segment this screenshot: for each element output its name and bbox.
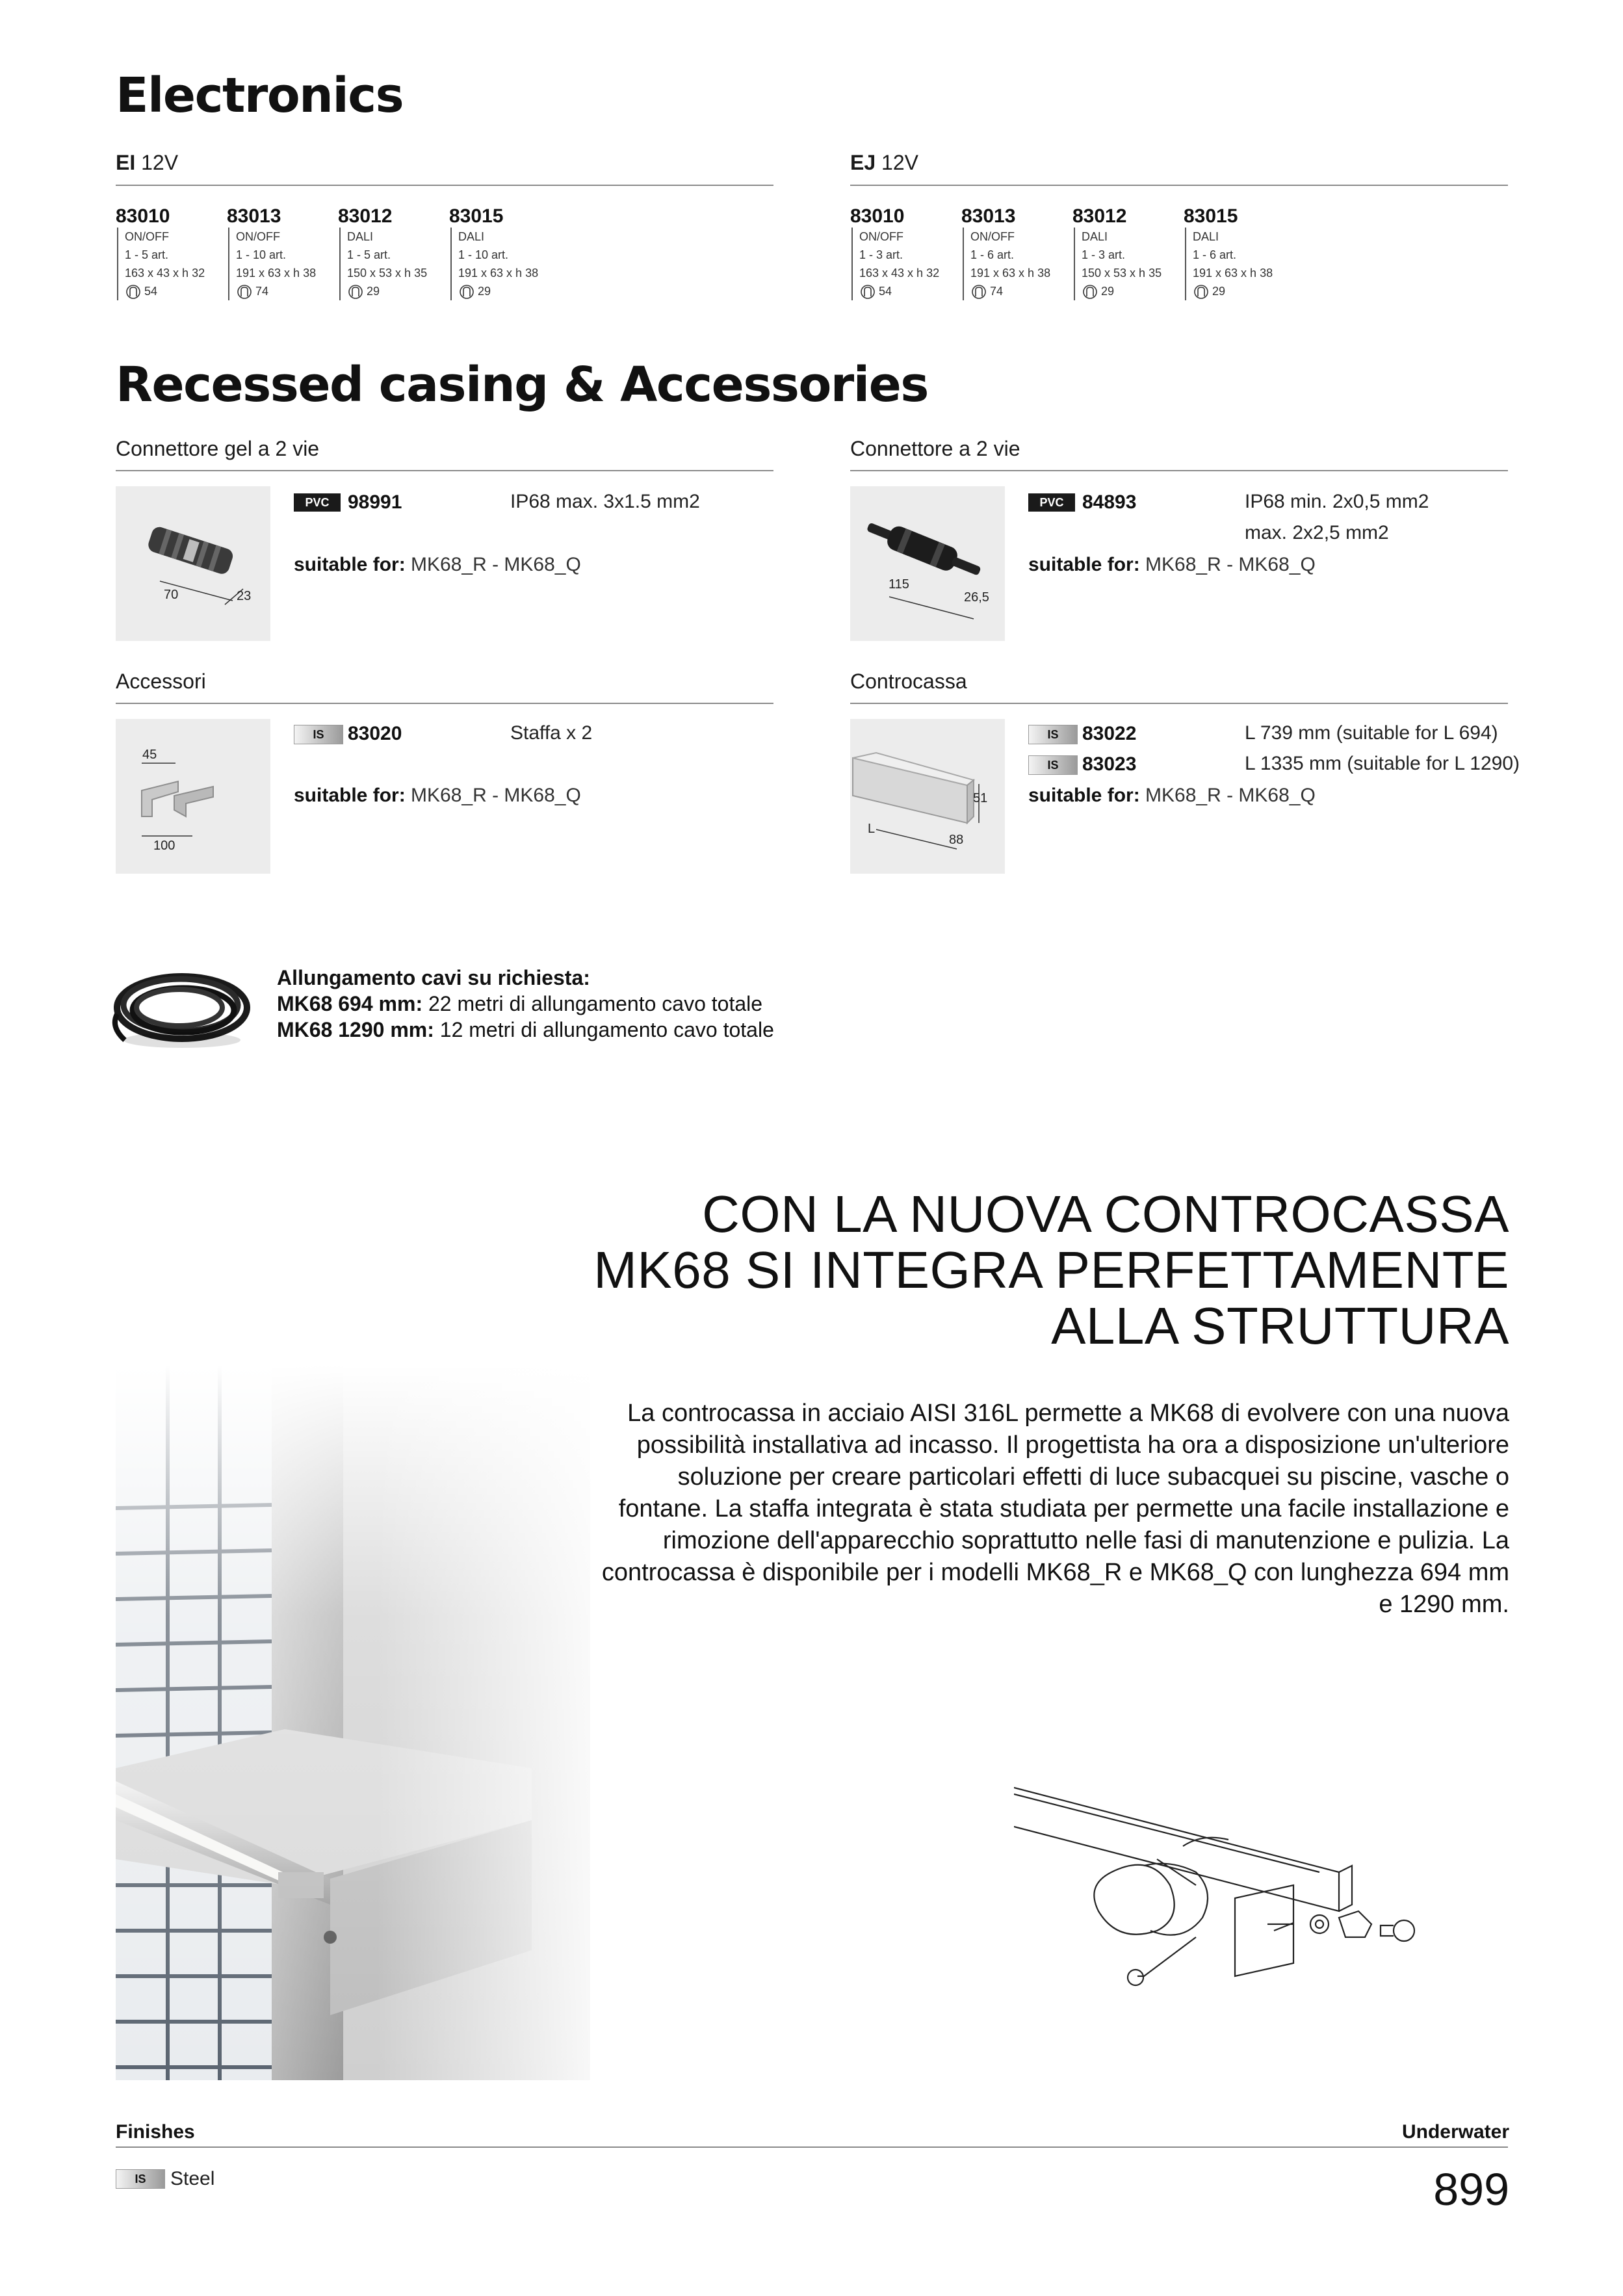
dimension-label: 51 xyxy=(973,791,988,805)
suitable-label: suitable for: xyxy=(1028,554,1140,575)
group-code: EJ xyxy=(850,151,876,174)
dimension-label: L xyxy=(868,822,876,836)
product-description: Staffa x 2 xyxy=(510,722,593,744)
accessori-heading: Accessori xyxy=(116,670,206,693)
wire-length-icon xyxy=(859,284,876,300)
product-spec xyxy=(117,228,205,300)
note-text: 22 metri di allungamento cavo totale xyxy=(422,992,763,1015)
spec-art: 1 - 3 art. xyxy=(1082,248,1126,261)
cable-extension-note xyxy=(277,965,774,1043)
product-code: 83012 xyxy=(338,205,393,227)
product-code: 83015 xyxy=(449,205,504,227)
cable-coil-image xyxy=(104,943,260,1073)
suitable-for xyxy=(294,785,581,807)
group-ei-heading xyxy=(116,151,178,175)
note-text: 12 metri di allungamento cavo totale xyxy=(434,1018,774,1041)
gel-connector-illustration xyxy=(116,486,270,641)
divider xyxy=(850,470,1508,471)
headline-line: ALLA STRUTTURA xyxy=(1051,1297,1509,1355)
controcassa-heading: Controcassa xyxy=(850,670,967,693)
wire-length-icon xyxy=(1082,284,1098,300)
gel-connector-image xyxy=(116,486,270,641)
spec-wire: 29 xyxy=(1101,285,1115,298)
product-spec xyxy=(450,228,538,300)
note-title: Allungamento cavi su richiesta: xyxy=(277,966,590,989)
divider xyxy=(116,703,773,704)
spec-dims: 163 x 43 x h 32 xyxy=(859,267,940,280)
divider xyxy=(850,185,1508,186)
spec-mode: DALI xyxy=(347,230,374,243)
bracket-illustration xyxy=(116,719,270,874)
product-code: 83013 xyxy=(227,205,281,227)
installation-illustration xyxy=(116,1365,590,2080)
spec-dims: 191 x 63 x h 38 xyxy=(970,267,1051,280)
divider xyxy=(116,470,773,471)
suitable-models: MK68_R - MK68_Q xyxy=(1145,785,1316,806)
dimension-label: 115 xyxy=(889,577,909,592)
spec-dims: 191 x 63 x h 38 xyxy=(236,267,317,280)
product-spec xyxy=(1185,228,1273,300)
technical-drawing xyxy=(1014,1775,1430,2048)
spec-art: 1 - 6 art. xyxy=(970,248,1015,261)
product-code: 98991 xyxy=(348,491,402,513)
suitable-label: suitable for: xyxy=(294,554,406,575)
spec-wire: 29 xyxy=(478,285,491,298)
spec-wire: 29 xyxy=(367,285,380,298)
product-spec xyxy=(851,228,939,300)
spec-wire: 29 xyxy=(1212,285,1226,298)
headline-line: MK68 SI INTEGRA PERFETTAMENTE xyxy=(593,1241,1509,1299)
spec-dims: 191 x 63 x h 38 xyxy=(1193,267,1273,280)
material-badge-steel: IS xyxy=(116,2169,165,2189)
material-badge-pvc: PVC xyxy=(294,493,341,512)
spec-mode: DALI xyxy=(1193,230,1219,243)
group-voltage: 12V xyxy=(881,151,918,174)
suitable-for xyxy=(1028,785,1316,807)
connector-heading: Connettore a 2 vie xyxy=(850,437,1020,460)
suitable-models: MK68_R - MK68_Q xyxy=(411,554,581,575)
spec-art: 1 - 3 art. xyxy=(859,248,903,261)
accessories-title: Recessed casing & Accessories xyxy=(116,357,928,413)
description-line: max. 2x2,5 mm2 xyxy=(1245,522,1389,543)
suitable-models: MK68_R - MK68_Q xyxy=(411,785,581,806)
product-spec xyxy=(228,228,316,300)
product-code: 83010 xyxy=(850,205,905,227)
category-label: Underwater xyxy=(1401,2121,1509,2143)
spec-dims: 163 x 43 x h 32 xyxy=(125,267,205,280)
material-badge-pvc: PVC xyxy=(1028,493,1075,512)
cable-coil-illustration xyxy=(104,943,260,1073)
dimension-label: 70 xyxy=(164,588,179,602)
material-badge-steel: IS xyxy=(1028,725,1078,744)
spec-dims: 150 x 53 x h 35 xyxy=(347,267,428,280)
spec-art: 1 - 10 art. xyxy=(458,248,509,261)
group-code: EI xyxy=(116,151,136,174)
wire-length-icon xyxy=(236,284,253,300)
feature-paragraph: La controcassa in acciaio AISI 316L permette a MK68 di evolvere con una nuova possibilità installativa ad incasso. Il progettista ha ora a disposizione un'ulteriore soluzione per creare particolari effetti di luce subacquei su piscine, vasche o fontane. La staffa integrata è stata studiata per permette una facile installazione e rimozione dell'apparecchio soprattutto nelle fasi di manutenzione e pulizia. La controcassa è disponibile per i modelli MK68_R e MK68_Q con lunghezza 694 mm e 1290 mm. xyxy=(601,1400,1509,1618)
dimension-label: 88 xyxy=(949,833,964,847)
material-badge-steel: IS xyxy=(294,725,343,744)
product-code: 84893 xyxy=(1082,491,1137,513)
product-description: L 739 mm (suitable for L 694) xyxy=(1245,722,1498,744)
product-description: L 1335 mm (suitable for L 1290) xyxy=(1245,753,1520,774)
suitable-for xyxy=(1028,554,1316,576)
product-code: 83023 xyxy=(1082,753,1137,775)
connector-illustration xyxy=(850,486,1005,641)
product-code: 83015 xyxy=(1184,205,1238,227)
spec-art: 1 - 5 art. xyxy=(125,248,169,261)
dimension-label: 23 xyxy=(237,589,252,603)
spec-mode: ON/OFF xyxy=(859,230,903,243)
group-ej-heading xyxy=(850,151,918,175)
gel-connector-heading: Connettore gel a 2 vie xyxy=(116,437,320,460)
suitable-label: suitable for: xyxy=(294,785,406,806)
suitable-for xyxy=(294,554,581,576)
spec-mode: DALI xyxy=(1082,230,1108,243)
spec-art: 1 - 6 art. xyxy=(1193,248,1237,261)
spec-art: 1 - 5 art. xyxy=(347,248,391,261)
wire-length-icon xyxy=(458,284,475,300)
headline-line: CON LA NUOVA CONTROCASSA xyxy=(702,1185,1509,1243)
wire-length-icon xyxy=(970,284,987,300)
dimension-label: 45 xyxy=(142,748,157,762)
wire-length-icon xyxy=(125,284,142,300)
wire-length-icon xyxy=(347,284,364,300)
product-code: 83013 xyxy=(961,205,1016,227)
product-code: 83022 xyxy=(1082,723,1137,744)
spec-mode: DALI xyxy=(458,230,485,243)
suitable-label: suitable for: xyxy=(1028,785,1140,806)
spec-wire: 54 xyxy=(879,285,892,298)
finishes-label: Finishes xyxy=(116,2121,195,2143)
bracket-image xyxy=(116,719,270,874)
product-description: IP68 max. 3x1.5 mm2 xyxy=(510,491,700,512)
spec-wire: 54 xyxy=(144,285,158,298)
product-code: 83012 xyxy=(1072,205,1127,227)
product-spec xyxy=(339,228,427,300)
spec-wire: 74 xyxy=(990,285,1004,298)
product-code: 83020 xyxy=(348,723,402,744)
spec-art: 1 - 10 art. xyxy=(236,248,287,261)
spec-mode: ON/OFF xyxy=(970,230,1015,243)
dimension-label: 26,5 xyxy=(964,590,989,605)
spec-dims: 191 x 63 x h 38 xyxy=(458,267,539,280)
group-voltage: 12V xyxy=(141,151,179,174)
spec-mode: ON/OFF xyxy=(236,230,280,243)
description-line: IP68 min. 2x0,5 mm2 xyxy=(1245,491,1429,512)
footer-divider xyxy=(116,2146,1508,2148)
product-description xyxy=(1245,486,1429,549)
product-code: 83010 xyxy=(116,205,170,227)
note-label: MK68 694 mm: xyxy=(277,992,423,1015)
divider xyxy=(850,703,1508,704)
wire-length-icon xyxy=(1193,284,1210,300)
installation-photo xyxy=(116,1365,590,2080)
page-number: 899 xyxy=(1433,2164,1509,2215)
finish-name: Steel xyxy=(170,2168,215,2189)
connector-image xyxy=(850,486,1005,641)
dimension-label: 100 xyxy=(153,839,175,853)
spec-wire: 74 xyxy=(255,285,269,298)
spec-dims: 150 x 53 x h 35 xyxy=(1082,267,1162,280)
suitable-models: MK68_R - MK68_Q xyxy=(1145,554,1316,575)
material-badge-steel: IS xyxy=(1028,755,1078,775)
bracket-assembly-drawing xyxy=(1014,1775,1430,2048)
divider xyxy=(116,185,773,186)
product-spec xyxy=(1074,228,1162,300)
electronics-title: Electronics xyxy=(116,68,404,124)
product-spec xyxy=(963,228,1050,300)
feature-headline xyxy=(593,1186,1509,1354)
spec-mode: ON/OFF xyxy=(125,230,169,243)
note-label: MK68 1290 mm: xyxy=(277,1018,434,1041)
